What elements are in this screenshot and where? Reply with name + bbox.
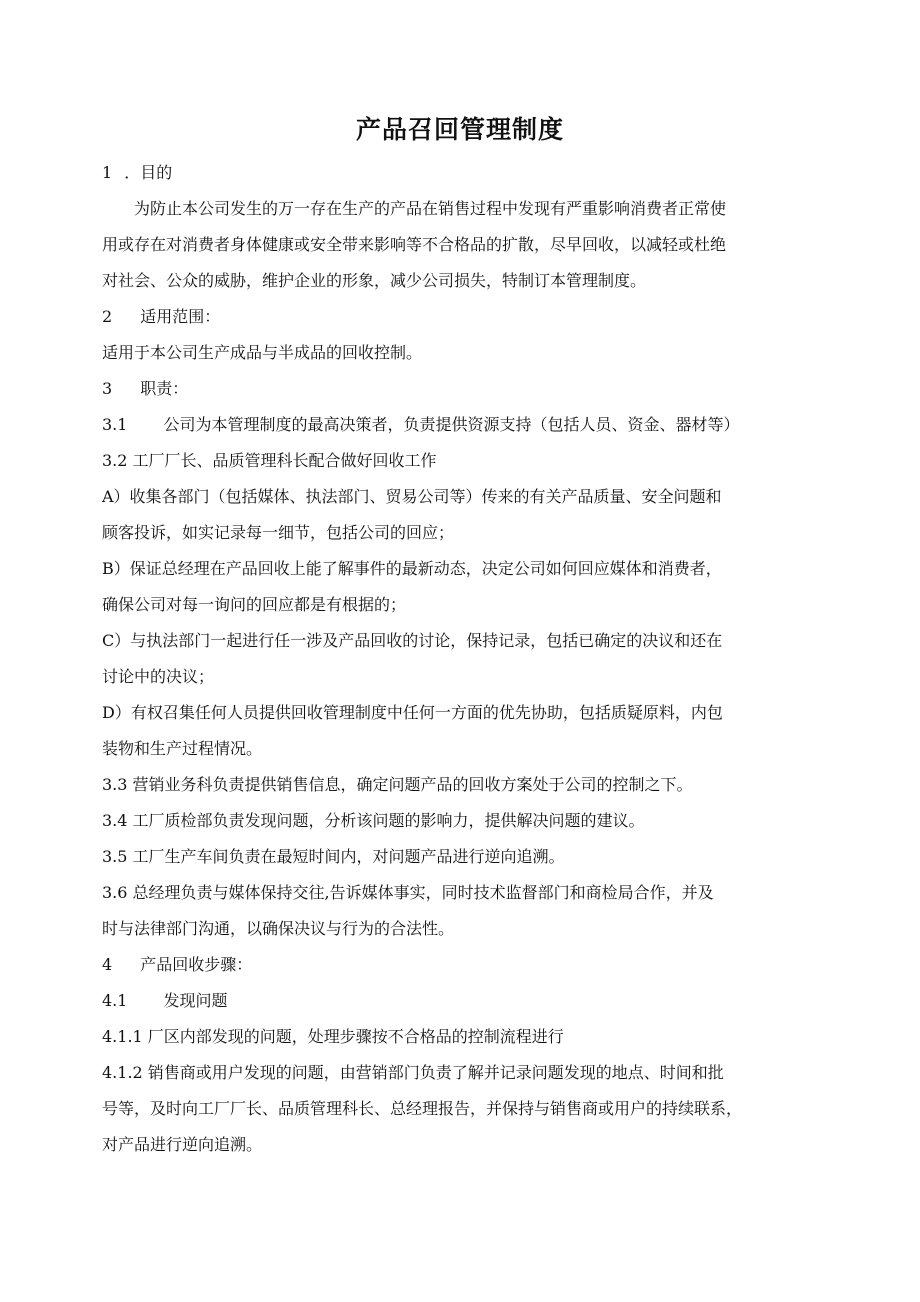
subsection-text: 公司为本管理制度的最高决策者，负责提供资源支持（包括人员、资金、器材等） (163, 415, 740, 434)
section-number: 1 (102, 163, 113, 182)
document-title: 产品召回管理制度 (355, 115, 564, 144)
section-title: 适用范围： (140, 307, 221, 326)
section-2-heading (102, 307, 842, 327)
section-number: 4 (102, 955, 113, 974)
section-1-heading (102, 163, 842, 183)
subsection-4-1-2-line: 4.1.2 销售商或用户发现的问题，由营销部门负责了解并记录问题发现的地点、时间和批 (102, 1063, 724, 1082)
paragraph-line: 为防止本公司发生的万一存在生产的产品在销售过程中发现有严重影响消费者正常使 (134, 199, 727, 218)
paragraph-line: 对社会、公众的威胁，维护企业的形象，减少公司损失，特制订本管理制度。 (102, 271, 647, 290)
item-d-line: D）有权召集任何人员提供回收管理制度中任何一方面的优先协助，包括质疑原料，内包 (102, 703, 723, 722)
item-b-line: B）保证总经理在产品回收上能了解事件的最新动态，决定公司如何回应媒体和消费者， (102, 559, 722, 578)
section-title: ．目的 (124, 163, 173, 182)
section-3-heading (102, 379, 842, 399)
section-number: 3 (102, 379, 113, 398)
subsection-text: 发现问题 (163, 991, 228, 1010)
paragraph-line: 适用于本公司生产成品与半成品的回收控制。 (102, 343, 423, 362)
section-4-heading (102, 955, 842, 975)
subsection-3-6-line: 3.6 总经理负责与媒体保持交往,告诉媒体事实，同时技术监督部门和商检局合作，并及 (102, 883, 714, 902)
section-number: 2 (102, 307, 113, 326)
subsection-3-5: 3.5 工厂生产车间负责在最短时间内，对问题产品进行逆向追溯。 (102, 847, 565, 866)
subsection-3-2: 3.2 工厂厂长、品质管理科长配合做好回收工作 (102, 451, 437, 470)
paragraph-line: 用或存在对消费者身体健康或安全带来影响等不合格品的扩散，尽早回收，以减轻或杜绝 (102, 235, 727, 254)
subsection-3-3: 3.3 营销业务科负责提供销售信息，确定问题产品的回收方案处于公司的控制之下。 (102, 775, 693, 794)
item-c-line: 讨论中的决议； (102, 667, 215, 686)
subsection-4-1-1: 4.1.1 厂区内部发现的问题，处理步骤按不合格品的控制流程进行 (102, 1027, 564, 1046)
subsection-number: 3.1 (102, 415, 128, 434)
subsection-3-6-line: 时与法律部门沟通，以确保决议与行为的合法性。 (102, 919, 455, 938)
section-title: 产品回收步骤： (140, 955, 253, 974)
item-a-line: 顾客投诉，如实记录每一细节，包括公司的回应； (102, 523, 455, 542)
item-b-line: 确保公司对每一询问的回应都是有根据的； (102, 595, 407, 614)
item-d-line: 装物和生产过程情况。 (102, 739, 263, 758)
subsection-4-1-2-line: 对产品进行逆向追溯。 (102, 1135, 263, 1154)
subsection-number: 4.1 (102, 991, 128, 1010)
subsection-3-1 (102, 415, 842, 435)
item-a-line: A）收集各部门（包括媒体、执法部门、贸易公司等）传来的有关产品质量、安全问题和 (102, 487, 722, 506)
section-title: 职责： (140, 379, 189, 398)
subsection-4-1 (102, 991, 842, 1011)
subsection-4-1-2-line: 号等，及时向工厂厂长、品质管理科长、总经理报告，并保持与销售商或用户的持续联系， (102, 1099, 743, 1118)
item-c-line: C）与执法部门一起进行任一涉及产品回收的讨论，保持记录，包括已确定的决议和还在 (102, 631, 723, 650)
subsection-3-4: 3.4 工厂质检部负责发现问题，分析该问题的影响力，提供解决问题的建议。 (102, 811, 645, 830)
